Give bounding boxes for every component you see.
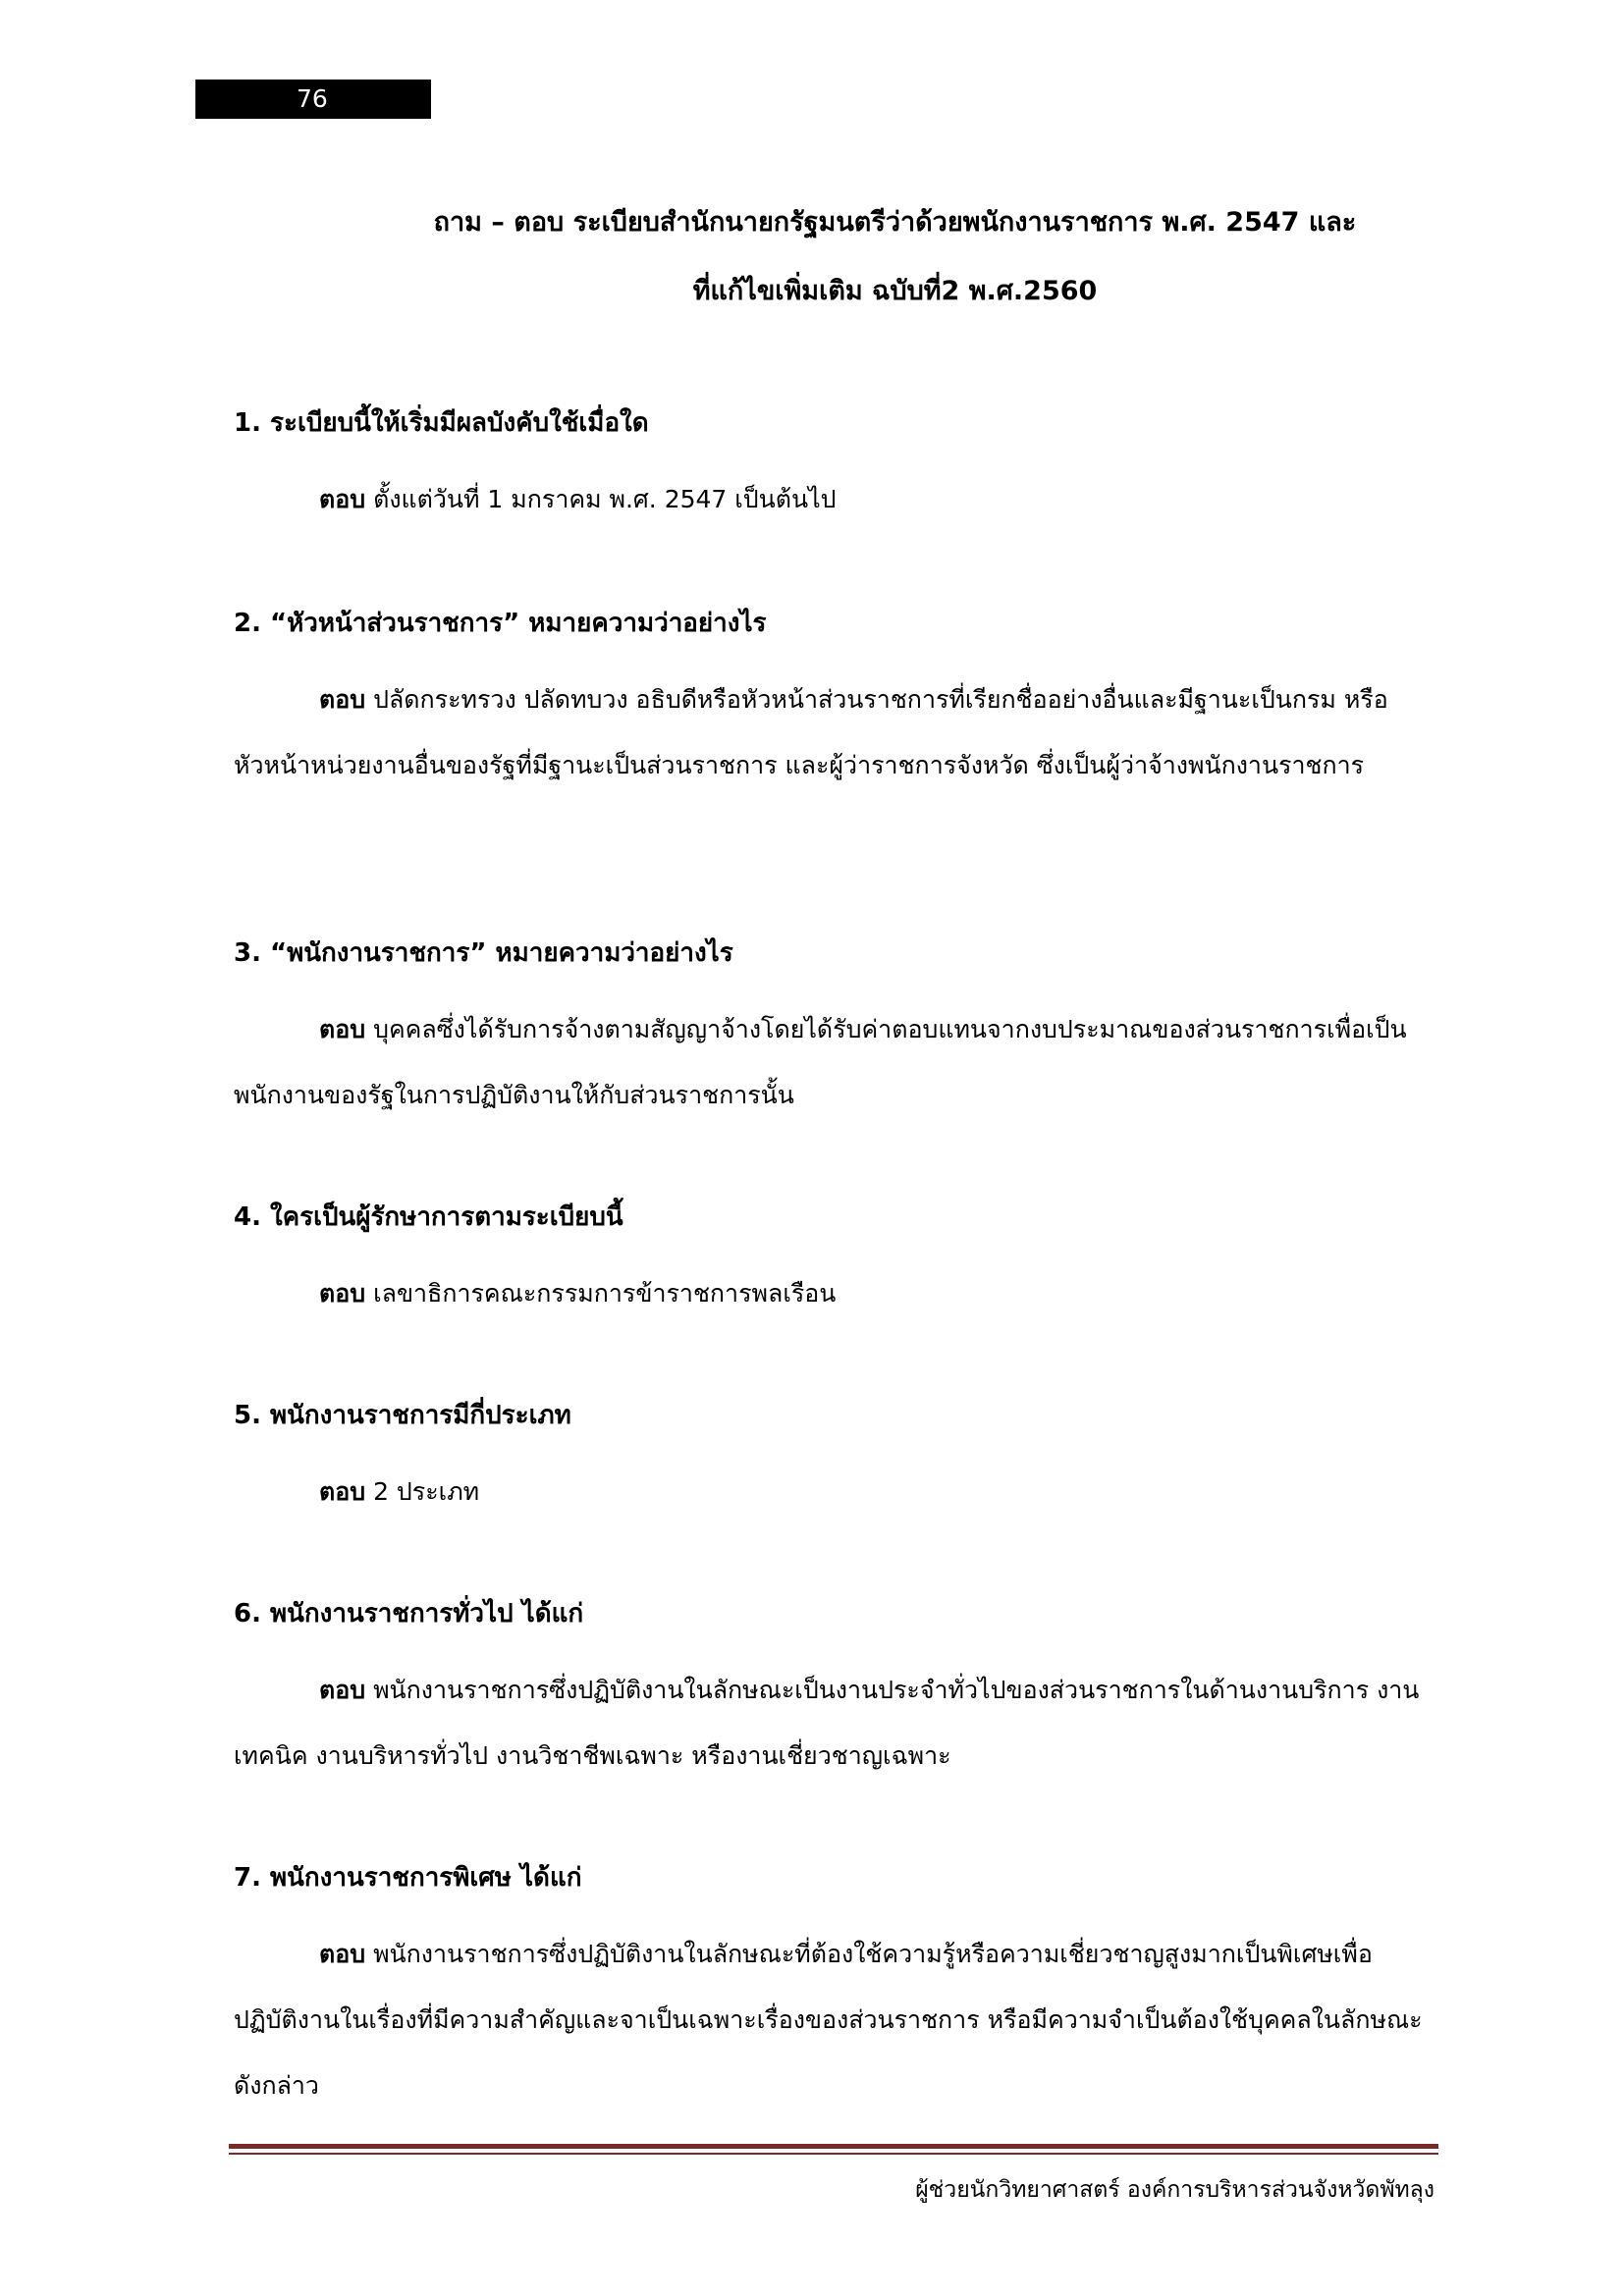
question-2: 2. “หัวหน้าส่วนราชการ” หมายความว่าอย่างไร: [234, 609, 767, 638]
answer-3: [234, 996, 1432, 1128]
answer-text: พนักงานราชการซึ่งปฏิบัติงานในลักษณะเป็นงานประจำทั่วไปของส่วนราชการในด้านงานบริการ งานเทคนิค งานบริหารทั่วไป งานวิชาชีพเฉพาะ หรืองานเชี่ยวชาญเฉพาะ: [234, 1676, 1420, 1770]
question-6: 6. พนักงานราชการทั่วไป ได้แก่: [234, 1599, 584, 1629]
answer-4: [234, 1260, 1432, 1326]
page-number: 76: [297, 84, 328, 113]
answer-2: [234, 667, 1432, 798]
answer-1: [234, 466, 1432, 532]
qa-item-6: [234, 1594, 1432, 1789]
answer-text: พนักงานราชการซึ่งปฏิบัติงานในลักษณะที่ต้องใช้ความรู้หรือความเชี่ยวชาญสูงมากเป็นพิเศษเพื่อปฏิบัติงานในเรื่องที่มีความสำคัญและจาเป็นเฉพาะเรื่องของส่วนราชการ หรือมีความจำเป็นต้องใช้บุคคลในลักษณะดังกล่าว: [234, 1940, 1423, 2100]
answer-6: [234, 1657, 1432, 1789]
question-3: 3. “พนักงานราชการ” หมายความว่าอย่างไร: [234, 938, 733, 968]
answer-text: บุคคลซึ่งได้รับการจ้างตามสัญญาจ้างโดยได้รับค่าตอบแทนจากงบประมาณของส่วนราชการเพื่อเป็นพนักงานของรัฐในการปฏิบัติงานให้กับส่วนราชการนั้น: [234, 1015, 1407, 1109]
qa-item-4: [234, 1198, 1432, 1326]
document-title-line-1: ถาม – ตอบ ระเบียบสำนักนายกรัฐมนตรีว่าด้วยพนักงานราชการ พ.ศ. 2547 และ: [433, 207, 1357, 238]
document-title-line-2: ที่แก้ไขเพิ่มเติม ฉบับที่2 พ.ศ.2560: [692, 276, 1098, 306]
qa-item-3: [234, 934, 1432, 1128]
answer-label: ตอบ: [319, 1279, 366, 1308]
qa-item-5: [234, 1396, 1432, 1524]
footer-text: ผู้ช่วยนักวิทยาศาสตร์ องค์การบริหารส่วนจังหวัดพัทลุง: [915, 2177, 1435, 2203]
question-1: 1. ระเบียบนี้ให้เริ่มมีผลบังคับใช้เมื่อใด: [234, 408, 649, 438]
answer-text: ปลัดกระทรวง ปลัดทบวง อธิบดีหรือหัวหน้าส่วนราชการที่เรียกชื่ออย่างอื่นและมีฐานะเป็นกรม หรือหัวหน้าหน่วยงานอื่นของรัฐที่มีฐานะเป็นส่วนราชการ และผู้ว่าราชการจังหวัด ซึ่งเป็นผู้ว่าจ้างพนักงานราชการ: [234, 685, 1388, 779]
answer-label: ตอบ: [319, 1477, 366, 1506]
footer-rule-thin: [229, 2153, 1438, 2155]
question-4: 4. ใครเป็นผู้รักษาการตามระเบียบนี้: [234, 1202, 623, 1232]
qa-item-7: [234, 1858, 1432, 2118]
question-7: 7. พนักงานราชการพิเศษ ได้แก่: [234, 1863, 582, 1893]
answer-text: 2 ประเภท: [373, 1477, 480, 1506]
question-5: 5. พนักงานราชการมีกี่ประเภท: [234, 1401, 571, 1430]
answer-label: ตอบ: [319, 1015, 366, 1043]
answer-label: ตอบ: [319, 1940, 366, 1968]
qa-item-2: [234, 604, 1432, 798]
answer-label: ตอบ: [319, 485, 366, 513]
answer-7: [234, 1921, 1432, 2118]
qa-item-1: [234, 403, 1432, 532]
footer-rule: [229, 2144, 1438, 2149]
answer-text: ตั้งแต่วันที่ 1 มกราคม พ.ศ. 2547 เป็นต้นไป: [373, 485, 837, 513]
answer-5: [234, 1459, 1432, 1524]
answer-text: เลขาธิการคณะกรรมการข้าราชการพลเรือน: [373, 1279, 837, 1308]
answer-label: ตอบ: [319, 1676, 366, 1704]
answer-label: ตอบ: [319, 685, 366, 714]
